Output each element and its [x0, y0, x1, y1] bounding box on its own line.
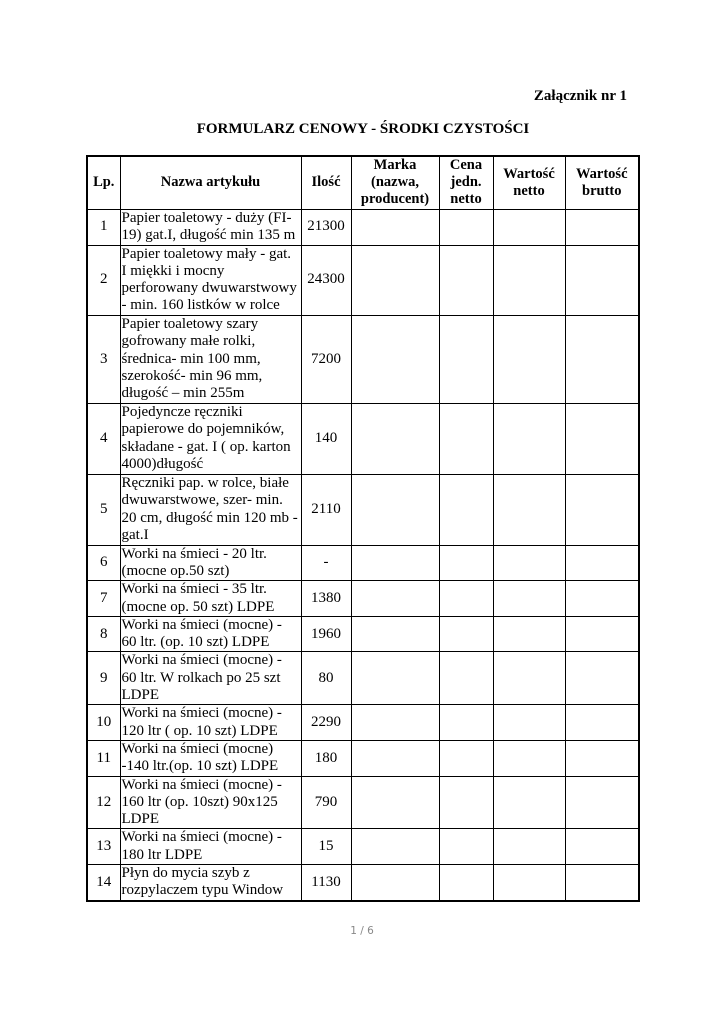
annex-label: Załącznik nr 1: [533, 88, 627, 104]
row-gross-value-cell: [565, 705, 639, 741]
row-quantity: 80: [301, 652, 351, 705]
row-unit-price-cell: [439, 829, 493, 865]
document-title: FORMULARZ CENOWY - ŚRODKI CZYSTOŚCI: [196, 121, 530, 137]
row-unit-price-cell: [439, 315, 493, 403]
table-row: [87, 829, 639, 865]
row-item-name: Worki na śmieci - 20 ltr. (mocne op.50 szt): [120, 545, 301, 581]
table-row: [87, 474, 639, 545]
row-lp: 10: [87, 705, 120, 741]
header-gross-value: Wartość brutto: [565, 156, 639, 209]
table-row: [87, 581, 639, 617]
row-lp: 2: [87, 245, 120, 315]
row-net-value-cell: [493, 652, 565, 705]
row-unit-price-cell: [439, 705, 493, 741]
row-quantity: 790: [301, 776, 351, 829]
row-brand-cell: [351, 474, 439, 545]
row-item-name: Worki na śmieci (mocne) - 180 ltr LDPE: [120, 829, 301, 865]
row-unit-price-cell: [439, 652, 493, 705]
row-lp: 7: [87, 581, 120, 617]
table-row: [87, 776, 639, 829]
row-quantity: 1380: [301, 581, 351, 617]
row-item-name: Worki na śmieci (mocne) - 120 ltr ( op. 10 szt) LDPE: [120, 705, 301, 741]
table-row: [87, 652, 639, 705]
row-unit-price-cell: [439, 740, 493, 776]
row-lp: 3: [87, 315, 120, 403]
table-row: [87, 545, 639, 581]
row-gross-value-cell: [565, 315, 639, 403]
header-lp: Lp.: [87, 156, 120, 209]
table-row: [87, 403, 639, 474]
row-unit-price-cell: [439, 776, 493, 829]
header-brand: Marka (nazwa, producent): [351, 156, 439, 209]
table-row: [87, 616, 639, 652]
table-row: [87, 245, 639, 315]
row-gross-value-cell: [565, 545, 639, 581]
row-lp: 6: [87, 545, 120, 581]
row-gross-value-cell: [565, 403, 639, 474]
row-net-value-cell: [493, 705, 565, 741]
row-quantity: 1130: [301, 865, 351, 901]
row-item-name: Worki na śmieci (mocne) - 60 ltr. W rolkach po 25 szt LDPE: [120, 652, 301, 705]
table-row: [87, 209, 639, 245]
row-item-name: Papier toaletowy szary gofrowany małe rolki, średnica- min 100 mm, szerokość- min 96 mm, długość – min 255m: [120, 315, 301, 403]
row-gross-value-cell: [565, 740, 639, 776]
row-net-value-cell: [493, 740, 565, 776]
row-net-value-cell: [493, 829, 565, 865]
row-unit-price-cell: [439, 581, 493, 617]
header-net-value: Wartość netto: [493, 156, 565, 209]
price-table: [86, 155, 640, 902]
row-net-value-cell: [493, 245, 565, 315]
row-brand-cell: [351, 581, 439, 617]
row-item-name: Worki na śmieci (mocne) - 60 ltr. (op. 10 szt) LDPE: [120, 616, 301, 652]
row-brand-cell: [351, 545, 439, 581]
row-item-name: Pojedyncze ręczniki papierowe do pojemników, składane - gat. I ( op. karton 4000)długość: [120, 403, 301, 474]
row-item-name: Ręczniki pap. w rolce, białe dwuwarstwowe, szer- min. 20 cm, długość min 120 mb - gat.I: [120, 474, 301, 545]
page-indicator: 1 / 6: [350, 925, 374, 937]
row-gross-value-cell: [565, 776, 639, 829]
row-lp: 4: [87, 403, 120, 474]
row-item-name: Worki na śmieci (mocne) - 160 ltr (op. 10szt) 90x125 LDPE: [120, 776, 301, 829]
row-brand-cell: [351, 740, 439, 776]
row-brand-cell: [351, 209, 439, 245]
row-net-value-cell: [493, 581, 565, 617]
row-item-name: Papier toaletowy - duży (FI-19) gat.I, długość min 135 m: [120, 209, 301, 245]
table-header-row: [87, 156, 639, 209]
row-quantity: 180: [301, 740, 351, 776]
row-unit-price-cell: [439, 474, 493, 545]
row-quantity: 2110: [301, 474, 351, 545]
row-quantity: 24300: [301, 245, 351, 315]
row-net-value-cell: [493, 474, 565, 545]
row-unit-price-cell: [439, 403, 493, 474]
row-quantity: 7200: [301, 315, 351, 403]
row-brand-cell: [351, 245, 439, 315]
row-lp: 13: [87, 829, 120, 865]
row-unit-price-cell: [439, 245, 493, 315]
row-lp: 1: [87, 209, 120, 245]
row-net-value-cell: [493, 545, 565, 581]
row-gross-value-cell: [565, 209, 639, 245]
header-unit-price: Cena jedn. netto: [439, 156, 493, 209]
row-brand-cell: [351, 616, 439, 652]
row-brand-cell: [351, 705, 439, 741]
row-brand-cell: [351, 865, 439, 901]
row-unit-price-cell: [439, 545, 493, 581]
row-quantity: 140: [301, 403, 351, 474]
table-row: [87, 865, 639, 901]
row-net-value-cell: [493, 616, 565, 652]
row-unit-price-cell: [439, 865, 493, 901]
row-net-value-cell: [493, 209, 565, 245]
row-net-value-cell: [493, 315, 565, 403]
row-item-name: Papier toaletowy mały - gat. I miękki i mocny perforowany dwuwarstwowy - min. 160 listków w rolce: [120, 245, 301, 315]
row-lp: 5: [87, 474, 120, 545]
row-net-value-cell: [493, 403, 565, 474]
table-row: [87, 315, 639, 403]
row-quantity: 1960: [301, 616, 351, 652]
row-gross-value-cell: [565, 652, 639, 705]
row-lp: 11: [87, 740, 120, 776]
row-item-name: Płyn do mycia szyb z rozpylaczem typu Window: [120, 865, 301, 901]
row-quantity: 2290: [301, 705, 351, 741]
row-unit-price-cell: [439, 616, 493, 652]
row-unit-price-cell: [439, 209, 493, 245]
row-quantity: 21300: [301, 209, 351, 245]
row-brand-cell: [351, 829, 439, 865]
table-row: [87, 705, 639, 741]
header-name: Nazwa artykułu: [120, 156, 301, 209]
row-net-value-cell: [493, 865, 565, 901]
row-gross-value-cell: [565, 829, 639, 865]
row-net-value-cell: [493, 776, 565, 829]
row-gross-value-cell: [565, 581, 639, 617]
table-body: [87, 209, 639, 901]
row-gross-value-cell: [565, 865, 639, 901]
row-gross-value-cell: [565, 616, 639, 652]
row-quantity: 15: [301, 829, 351, 865]
row-lp: 12: [87, 776, 120, 829]
row-gross-value-cell: [565, 245, 639, 315]
table-row: [87, 740, 639, 776]
row-lp: 14: [87, 865, 120, 901]
row-brand-cell: [351, 652, 439, 705]
row-item-name: Worki na śmieci - 35 ltr. (mocne op. 50 szt) LDPE: [120, 581, 301, 617]
row-lp: 9: [87, 652, 120, 705]
row-item-name: Worki na śmieci (mocne) -140 ltr.(op. 10 szt) LDPE: [120, 740, 301, 776]
row-quantity: -: [301, 545, 351, 581]
row-brand-cell: [351, 403, 439, 474]
row-lp: 8: [87, 616, 120, 652]
header-qty: Ilość: [301, 156, 351, 209]
row-gross-value-cell: [565, 474, 639, 545]
row-brand-cell: [351, 315, 439, 403]
row-brand-cell: [351, 776, 439, 829]
